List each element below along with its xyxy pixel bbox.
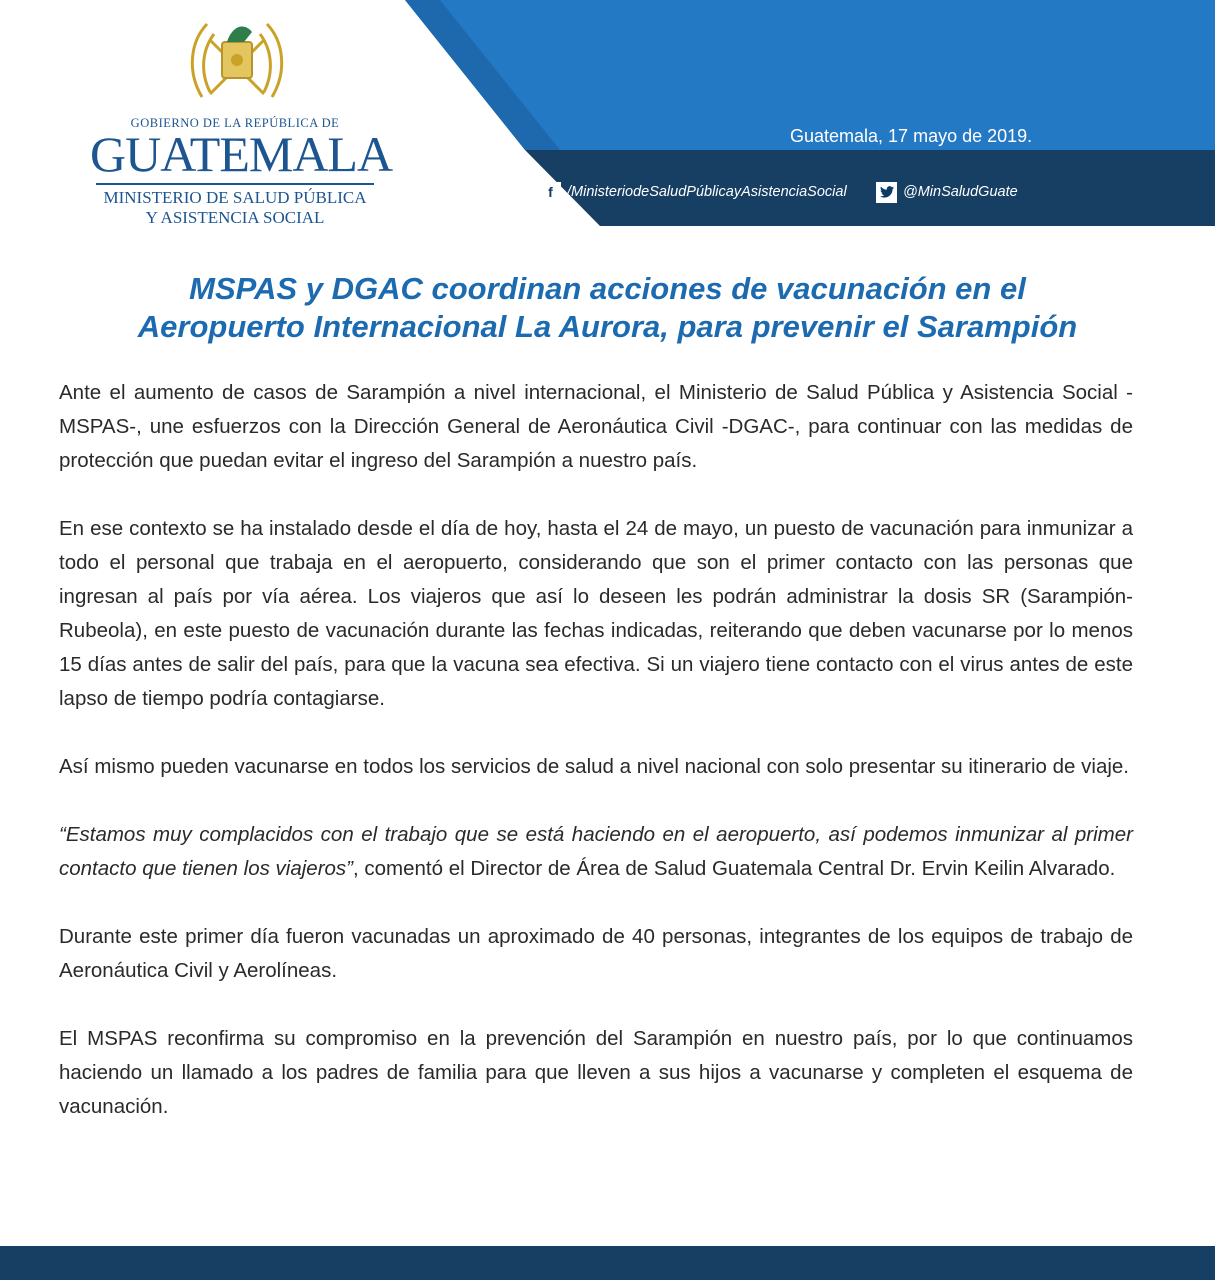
ministry-logo bbox=[90, 12, 393, 227]
twitter-link[interactable] bbox=[876, 180, 1018, 204]
twitter-icon bbox=[876, 182, 897, 203]
paragraph-3: Así mismo pueden vacunarse en todos los servicios de salud a nivel nacional con solo presentar su itinerario de viaje. bbox=[59, 755, 1130, 778]
facebook-handle: /MinisteriodeSaludPúblicayAsistenciaSocial bbox=[567, 184, 847, 200]
facebook-icon: f bbox=[540, 182, 561, 203]
paragraph-5: Durante este primer día fueron vacunadas un aproximado de 40 personas, integrantes de los equipos de trabajo de Aeronáutica Civil y Aerolíneas. bbox=[59, 925, 1133, 982]
article-body bbox=[59, 376, 1133, 1124]
paragraph-2: En ese contexto se ha instalado desde el día de hoy, hasta el 24 de mayo, un puesto de vacunación para inmunizar a todo el personal que trabaja en el aeropuerto, considerando que son el primer contacto con las personas que ingresan al país por vía aérea. Los viajeros que así lo deseen les podrán administrar la dosis SR (Sarampión-Rubeola), en este puesto de vacunación durante las fechas indicadas, reiterando que deben vacunarse por lo menos 15 días antes de salir del país, para que la vacuna sea efectiva. Si un viajero tiene contacto con el virus antes de este lapso de tiempo podría contagiarse. bbox=[59, 517, 1133, 710]
facebook-link[interactable] bbox=[540, 180, 847, 204]
quote-attribution: , comentó el Director de Área de Salud Guatemala Central Dr. Ervin Keilin Alvarado. bbox=[353, 857, 1116, 880]
document-date: Guatemala, 17 mayo de 2019. bbox=[790, 126, 1033, 146]
twitter-handle: @MinSaludGuate bbox=[903, 184, 1018, 200]
article-headline bbox=[40, 270, 1175, 346]
logo-ministry-text-2: Y ASISTENCIA SOCIAL bbox=[145, 208, 325, 227]
director-quote: “Estamos muy complacidos con el trabajo que se está haciendo en el aeropuerto, así podemos inmunizar al primer contacto que tienen los viajeros” bbox=[59, 823, 1133, 880]
logo-divider bbox=[96, 183, 374, 185]
paragraph-4 bbox=[59, 818, 1133, 886]
headline-line-1: MSPAS y DGAC coordinan acciones de vacunación en el bbox=[189, 271, 1026, 306]
logo-ministry-text: MINISTERIO DE SALUD PÚBLICA bbox=[103, 188, 367, 207]
logo-country-text: GUATEMALA bbox=[90, 126, 393, 182]
paragraph-6: El MSPAS reconfirma su compromiso en la prevención del Sarampión en nuestro país, por lo que continuamos haciendo un llamado a los padres de familia para que lleven a sus hijos a vacunarse y completen el esquema de vacunación. bbox=[59, 1027, 1133, 1118]
headline-line-2: Aeropuerto Internacional La Aurora, para prevenir el Sarampión bbox=[137, 309, 1078, 344]
coat-of-arms-icon bbox=[182, 12, 292, 112]
footer-bar bbox=[0, 1246, 1215, 1280]
logo-government-text: GOBIERNO DE LA REPÚBLICA DE bbox=[130, 116, 340, 130]
paragraph-1: Ante el aumento de casos de Sarampión a nivel internacional, el Ministerio de Salud Pública y Asistencia Social -MSPAS-, une esfuerzos con la Dirección General de Aeronáutica Civil -DGAC-, para continuar con las medidas de protección que puedan evitar el ingreso del Sarampión a nuestro país. bbox=[59, 381, 1133, 472]
